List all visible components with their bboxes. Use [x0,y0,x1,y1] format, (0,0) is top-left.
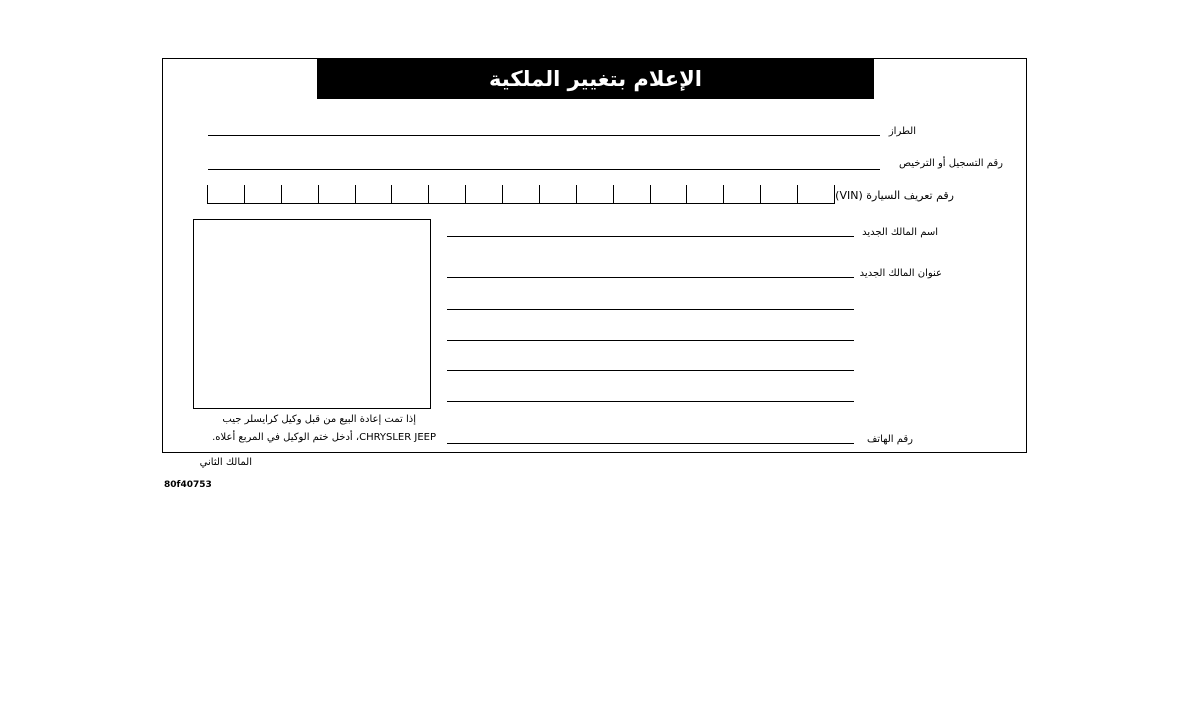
dealer-note-line1: إذا تمت إعادة البيع من قبل وكيل كرايسلر جيب [222,414,416,425]
reference-code: 80f40753 [164,480,212,490]
dealer-note-line2: CHRYSLER JEEP، أدخل ختم الوكيل في المربع أعلاه. [212,432,436,443]
new-owner-name-input-line[interactable] [447,236,854,237]
address-input-line[interactable] [447,340,854,341]
registration-input-line[interactable] [208,169,880,170]
vin-input-cells[interactable] [207,185,835,204]
dealer-stamp-box [193,219,431,409]
vin-cell[interactable] [760,185,797,204]
address-input-line[interactable] [447,401,854,402]
model-label: الطراز [888,126,916,137]
vin-cell[interactable] [244,185,281,204]
owner-caption: المالك الثاني [199,457,252,468]
vin-cell[interactable] [539,185,576,204]
vin-cell[interactable] [502,185,539,204]
vin-cell[interactable] [576,185,613,204]
vin-cell[interactable] [391,185,428,204]
vin-cell[interactable] [355,185,392,204]
vin-cell[interactable] [797,185,835,204]
vin-cell[interactable] [686,185,723,204]
address-input-line[interactable] [447,370,854,371]
phone-label: رقم الهاتف [866,434,913,445]
address-input-line[interactable] [447,309,854,310]
phone-input-line[interactable] [447,443,854,444]
vin-cell[interactable] [723,185,760,204]
registration-label: رقم التسجيل أو الترخيص [898,158,1003,169]
vin-cell[interactable] [465,185,502,204]
new-owner-name-label: اسم المالك الجديد [862,227,938,238]
new-owner-address-input-line[interactable] [447,277,854,278]
vin-cell[interactable] [281,185,318,204]
form-title: الإعلام بتغيير الملكية [317,59,874,99]
vin-cell[interactable] [650,185,687,204]
new-owner-address-label: عنوان المالك الجديد [859,268,942,279]
vin-label: رقم تعريف السيارة (VIN) [835,189,954,202]
vin-cell[interactable] [318,185,355,204]
vin-cell[interactable] [613,185,650,204]
vin-cell[interactable] [207,185,244,204]
vin-cell[interactable] [428,185,465,204]
model-input-line[interactable] [208,135,880,136]
